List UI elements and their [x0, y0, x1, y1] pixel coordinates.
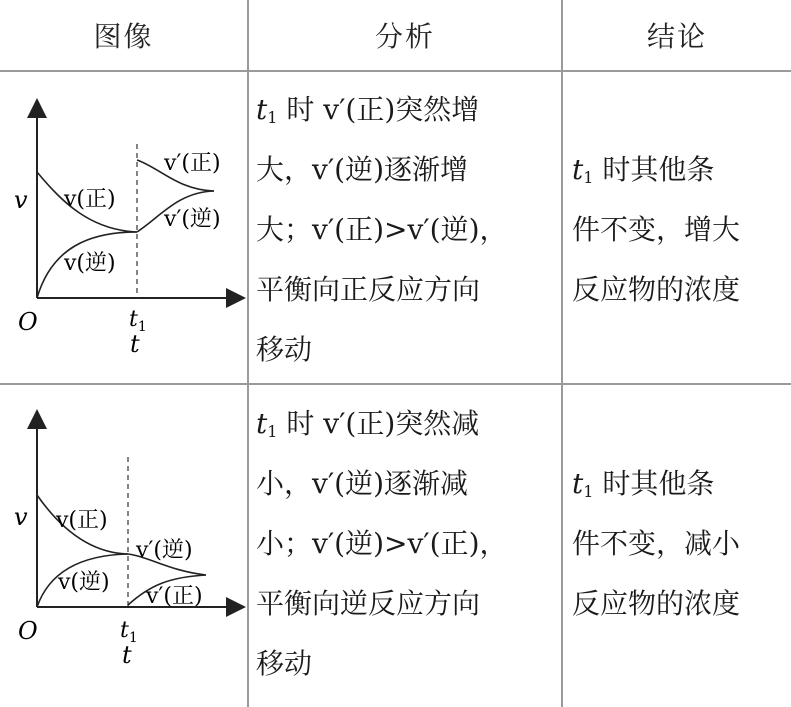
analysis-line: 小；v′(逆)>v′(正)，: [256, 527, 508, 560]
conclusion-line: 件不变，减小: [572, 527, 741, 560]
x-axis-label: t: [130, 330, 140, 358]
analysis-line: 平衡向逆反应方向: [256, 587, 481, 620]
origin-label: O: [18, 308, 38, 336]
analysis-line: 大，v′(逆)逐渐增: [256, 153, 469, 186]
curve-label: v′(逆): [136, 538, 193, 563]
analysis-line: 大；v′(正)>v′(逆)，: [256, 213, 508, 246]
analysis-text-row-2: [256, 394, 508, 694]
conclusion-line: 反应物的浓度: [572, 273, 741, 306]
tick-t1-label: $t_1$: [129, 307, 147, 335]
analysis-line: 小，v′(逆)逐渐减: [256, 467, 469, 500]
curve-label: v(正): [56, 508, 108, 533]
header-analysis-column: 分析: [374, 20, 435, 53]
rate-graph-increase-reactant: [0, 72, 246, 382]
header-image-column: 图像: [93, 20, 154, 53]
tick-t1-label: $t_1$: [120, 618, 138, 646]
curve-label: v(正): [64, 187, 116, 212]
conclusion-line: 件不变，增大: [572, 213, 741, 246]
y-axis-label: v: [14, 186, 28, 214]
analysis-line: 平衡向正反应方向: [256, 273, 481, 306]
header-conclusion-column: 结论: [646, 20, 707, 53]
conclusion-text-row-2: [572, 454, 740, 634]
conclusion-line: 反应物的浓度: [572, 587, 741, 620]
origin-label: O: [18, 617, 38, 645]
conclusion-line: $t_1$ 时其他条: [572, 153, 715, 187]
table-rule: [561, 0, 563, 707]
curve-label: v′(正): [164, 151, 221, 176]
analysis-line: $t_1$ 时 v′(正)突然减: [256, 407, 480, 441]
analysis-text-row-1: [256, 80, 508, 380]
table-rule: [247, 0, 249, 707]
x-axis-label: t: [122, 641, 132, 669]
curve-label: v(逆): [64, 251, 116, 276]
curve-label: v(逆): [58, 570, 110, 595]
y-axis-label: v: [14, 503, 28, 531]
rate-graph-decrease-reactant: [0, 385, 246, 705]
conclusion-text-row-1: [572, 140, 740, 320]
curve-label: v′(逆): [164, 207, 221, 232]
curve-label: v′(正): [146, 584, 203, 609]
analysis-line: 移动: [256, 333, 313, 366]
analysis-line: $t_1$ 时 v′(正)突然增: [256, 93, 480, 127]
conclusion-line: $t_1$ 时其他条: [572, 467, 715, 501]
analysis-line: 移动: [256, 647, 313, 680]
